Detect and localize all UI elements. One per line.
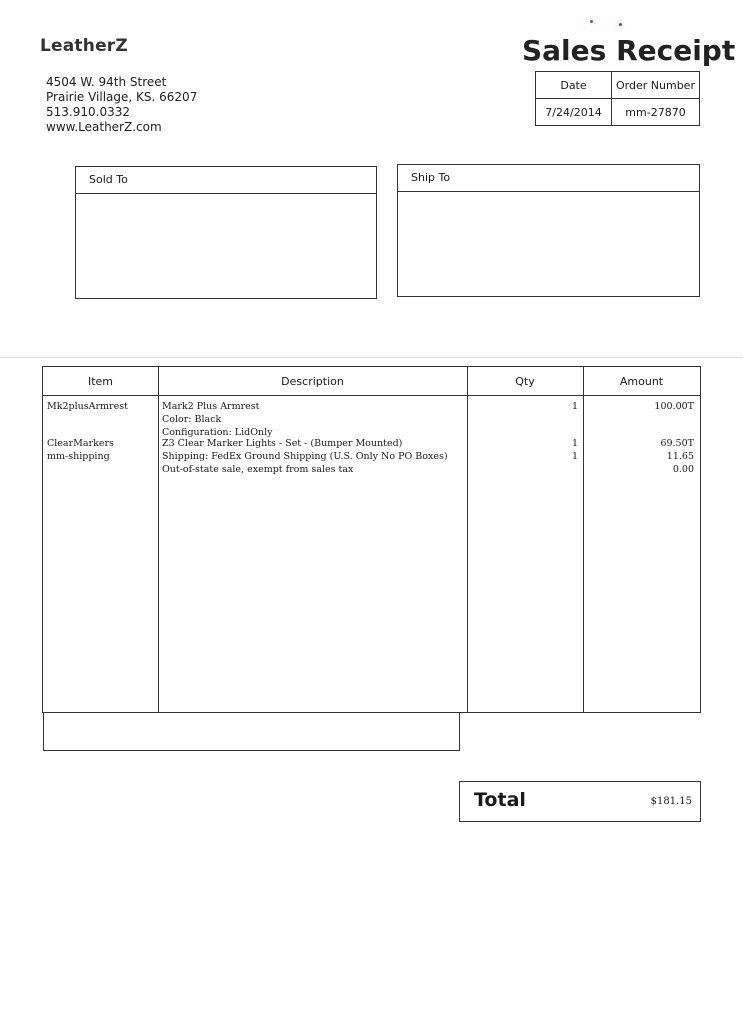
- items-header-rule: [43, 395, 700, 396]
- line-items-table: [42, 366, 701, 713]
- qty-column: [467, 367, 584, 712]
- line-item-description: Color: Black: [162, 414, 222, 425]
- item-header: Item: [87, 375, 114, 388]
- company-logo: LeatherZ: [40, 36, 128, 56]
- amount-header: Amount: [619, 375, 664, 388]
- item-column: [43, 367, 159, 712]
- line-item-description: Shipping: FedEx Ground Shipping (U.S. Only No PO Boxes): [162, 451, 448, 462]
- receipt-date: 7/24/2014: [536, 99, 612, 126]
- company-website: www.LeatherZ.com: [46, 120, 162, 134]
- line-item-code: mm-shipping: [47, 451, 110, 462]
- sold-to-box: [75, 166, 377, 299]
- qty-header: Qty: [515, 375, 535, 388]
- ship-to-label: Ship To: [398, 165, 699, 192]
- description-header: Description: [281, 375, 344, 388]
- company-phone: 513.910.0332: [46, 105, 130, 119]
- company-street: 4504 W. 94th Street: [46, 75, 167, 89]
- total-box: [459, 781, 701, 822]
- line-item-description: Z3 Clear Marker Lights - Set - (Bumper Mounted): [162, 438, 403, 449]
- paper-fold-line: [0, 357, 743, 358]
- line-item-amount: 100.00T: [654, 401, 694, 412]
- line-item-code: ClearMarkers: [47, 438, 114, 449]
- order-number-header: Order Number: [612, 72, 700, 99]
- total-label: Total: [474, 789, 526, 811]
- line-item-code: Mk2plusArmrest: [47, 401, 128, 412]
- line-item-qty: 1: [571, 438, 578, 449]
- memo-box: [43, 712, 460, 751]
- sold-to-label: Sold To: [76, 167, 376, 194]
- line-item-description: Configuration: LidOnly: [162, 427, 273, 438]
- line-item-amount: 11.65: [666, 451, 694, 462]
- company-city: Prairie Village, KS. 66207: [46, 90, 198, 104]
- line-item-qty: 1: [571, 401, 578, 412]
- order-number: mm-27870: [612, 99, 700, 126]
- line-item-description: Mark2 Plus Armrest: [162, 401, 260, 412]
- line-item-description: Out-of-state sale, exempt from sales tax: [162, 464, 354, 475]
- scan-speck: [619, 23, 622, 26]
- total-value: $181.15: [650, 796, 692, 807]
- receipt-info-table: [535, 71, 700, 126]
- line-item-amount: 69.50T: [660, 438, 694, 449]
- line-item-amount: 0.00: [672, 464, 694, 475]
- document-title: Sales Receipt: [522, 34, 736, 67]
- date-header: Date: [536, 72, 612, 99]
- ship-to-box: [397, 164, 700, 297]
- scan-speck: [590, 20, 593, 23]
- company-address: [46, 75, 197, 135]
- line-item-qty: 1: [571, 451, 578, 462]
